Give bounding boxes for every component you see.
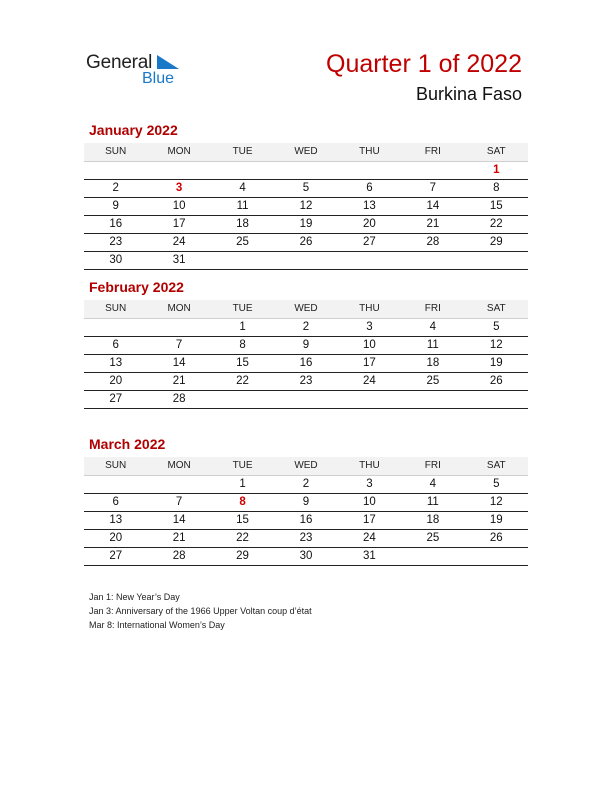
week-row [84,391,528,409]
day-cell: 19 [489,357,503,369]
day-cell: 22 [236,375,249,387]
day-cell: 29 [489,236,503,248]
day-cell: 19 [489,514,503,526]
weekday-label: FRI [424,460,441,471]
weekday-label: SUN [105,460,127,471]
generalblue-logo [86,52,196,92]
month-title: January 2022 [89,122,178,138]
day-cell: 30 [109,254,123,266]
day-cell: 25 [236,236,249,248]
week-row [84,198,528,216]
day-cell: 5 [493,321,500,333]
empty-day-cell [274,162,337,179]
day-cell: 18 [426,514,440,526]
country-name: Burkina Faso [415,84,522,104]
day-cell: 17 [172,218,186,230]
holiday-day-cell: 3 [175,182,183,194]
day-cell: 10 [363,496,376,508]
empty-day-cell [84,319,147,336]
day-cell: 20 [109,375,123,387]
day-cell: 20 [363,218,376,230]
day-cell: 24 [363,532,376,544]
weekday-label: TUE [232,303,253,314]
empty-day-cell [338,162,401,179]
day-cell: 18 [426,357,440,369]
weekday-label: SAT [486,303,506,314]
day-cell: 6 [112,339,119,351]
day-cell: 23 [299,375,313,387]
weekday-label: TUE [232,146,253,157]
month-title: February 2022 [89,279,184,295]
day-cell: 6 [112,496,119,508]
week-row [84,252,528,270]
empty-day-cell [147,319,210,336]
week-row [84,337,528,355]
day-cell: 22 [489,218,503,230]
day-cell: 5 [493,478,500,490]
day-cell: 18 [236,218,249,230]
week-row [84,476,528,494]
day-cell: 15 [236,514,249,526]
day-cell: 16 [299,514,313,526]
day-cell: 25 [426,375,440,387]
logo-word-blue: Blue [142,70,175,87]
month-title: March 2022 [89,436,166,452]
empty-day-cell [211,391,274,408]
day-cell: 25 [426,532,440,544]
weekday-label: SAT [486,146,506,157]
day-cell: 21 [426,218,440,230]
month-block [84,122,528,270]
weekday-header [84,300,528,319]
day-cell: 7 [175,339,183,351]
day-cell: 13 [109,357,123,369]
holiday-notes [89,590,312,632]
day-cell: 11 [236,200,249,212]
day-cell: 7 [429,182,437,194]
empty-day-cell [465,548,528,565]
weekday-label: THU [359,146,380,157]
day-cell: 8 [239,339,246,351]
day-cell: 28 [426,236,440,248]
day-cell: 11 [426,339,439,351]
day-cell: 28 [172,550,186,562]
empty-day-cell [338,252,401,269]
day-cell: 31 [363,550,376,562]
empty-day-cell [338,391,401,408]
holiday-note: Jan 1: New Year’s Day [89,592,180,602]
empty-day-cell [84,476,147,493]
week-row [84,355,528,373]
day-cell: 30 [299,550,313,562]
day-cell: 2 [302,478,310,490]
day-cell: 14 [426,200,440,212]
day-cell: 8 [493,182,500,194]
weekday-label: THU [359,460,380,471]
weekday-label: MON [167,303,191,314]
day-cell: 19 [299,218,313,230]
day-cell: 3 [366,321,373,333]
empty-day-cell [274,391,337,408]
day-cell: 20 [109,532,123,544]
day-cell: 1 [239,321,246,333]
day-cell: 16 [299,357,313,369]
day-cell: 1 [239,478,246,490]
day-cell: 3 [366,478,373,490]
day-cell: 10 [172,200,186,212]
empty-day-cell [147,476,210,493]
empty-day-cell [401,162,464,179]
day-cell: 31 [172,254,186,266]
empty-day-cell [211,252,274,269]
day-cell: 26 [299,236,313,248]
empty-day-cell [465,391,528,408]
day-cell: 23 [299,532,313,544]
week-row [84,494,528,512]
week-row [84,216,528,234]
month-block [84,436,528,566]
day-cell: 11 [426,496,439,508]
empty-day-cell [401,252,464,269]
day-cell: 4 [429,321,437,333]
weekday-label: MON [167,146,191,157]
weekday-label: WED [294,146,318,157]
weekday-label: FRI [424,146,441,157]
holiday-day-cell: 8 [239,496,246,508]
week-row [84,548,528,566]
weekday-header [84,143,528,162]
empty-day-cell [84,162,147,179]
day-cell: 24 [363,375,376,387]
page-title: Quarter 1 of 2022 [326,50,522,78]
weekday-label: SUN [105,303,127,314]
week-row [84,234,528,252]
day-cell: 22 [236,532,249,544]
day-cell: 2 [302,321,310,333]
weekday-label: TUE [232,460,253,471]
day-cell: 15 [489,200,503,212]
empty-day-cell [211,162,274,179]
day-cell: 27 [363,236,376,248]
empty-day-cell [401,548,464,565]
logo-triangle-icon [157,55,179,69]
holiday-note: Mar 8: International Women’s Day [89,620,225,630]
day-cell: 7 [175,496,183,508]
day-cell: 29 [236,550,249,562]
day-cell: 16 [109,218,123,230]
week-row [84,319,528,337]
day-cell: 26 [489,532,503,544]
day-cell: 10 [363,339,376,351]
week-row [84,162,528,180]
day-cell: 9 [112,200,119,212]
day-cell: 28 [172,393,186,405]
weekday-label: FRI [424,303,441,314]
month-block [84,279,528,409]
week-row [84,512,528,530]
weekday-label: SUN [105,146,127,157]
day-cell: 17 [363,357,376,369]
day-cell: 17 [363,514,376,526]
day-cell: 13 [109,514,123,526]
day-cell: 12 [489,339,503,351]
day-cell: 13 [363,200,376,212]
day-cell: 6 [366,182,373,194]
day-cell: 4 [239,182,246,194]
day-cell: 27 [109,550,123,562]
day-cell: 12 [299,200,313,212]
day-cell: 5 [302,182,310,194]
day-cell: 9 [302,339,310,351]
weekday-label: SAT [486,460,506,471]
empty-day-cell [401,391,464,408]
week-row [84,373,528,391]
day-cell: 26 [489,375,503,387]
day-cell: 14 [172,357,186,369]
week-row [84,530,528,548]
day-cell: 14 [172,514,186,526]
day-cell: 12 [489,496,503,508]
day-cell: 15 [236,357,249,369]
holiday-day-cell: 1 [493,164,500,176]
holiday-note: Jan 3: Anniversary of the 1966 Upper Voltan coup d’état [89,606,312,616]
logo-word-general: General [86,52,153,73]
day-cell: 4 [429,478,437,490]
weekday-header [84,457,528,476]
day-cell: 23 [109,236,123,248]
day-cell: 21 [172,532,186,544]
day-cell: 2 [112,182,119,194]
day-cell: 27 [109,393,123,405]
empty-day-cell [274,252,337,269]
empty-day-cell [147,162,210,179]
day-cell: 9 [302,496,310,508]
day-cell: 24 [172,236,186,248]
week-row [84,180,528,198]
weekday-label: WED [294,303,318,314]
empty-day-cell [465,252,528,269]
weekday-label: MON [167,460,191,471]
day-cell: 21 [172,375,186,387]
weekday-label: WED [294,460,318,471]
weekday-label: THU [359,303,380,314]
